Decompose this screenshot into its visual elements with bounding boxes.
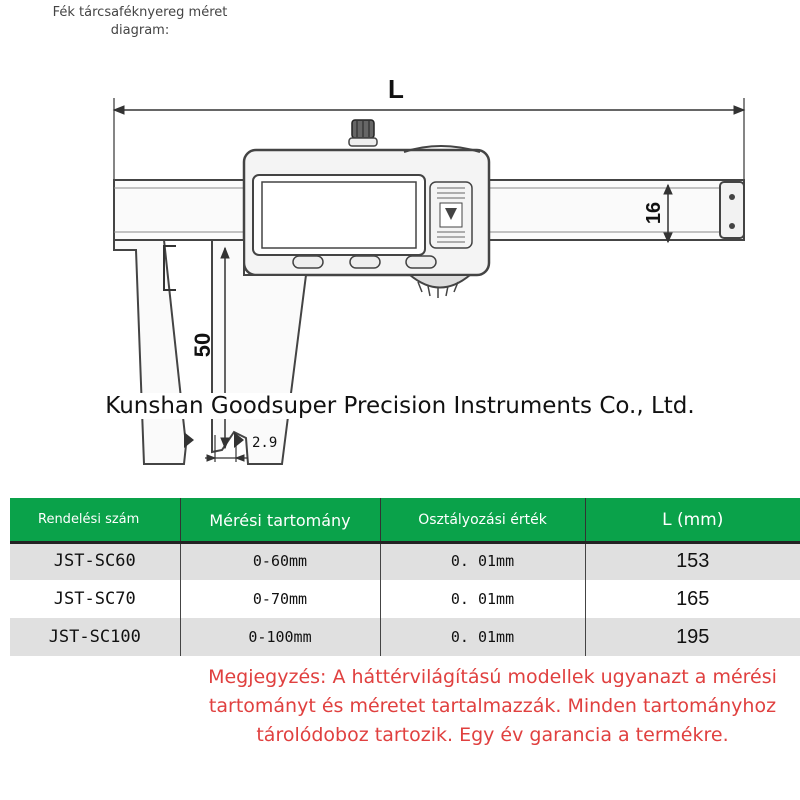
cell-model: JST-SC60 — [10, 542, 180, 580]
cell-model: JST-SC70 — [10, 580, 180, 618]
cell-range: 0-60mm — [180, 542, 380, 580]
cell-model: JST-SC100 — [10, 618, 180, 656]
table-row — [10, 618, 800, 656]
cell-length: 153 — [585, 542, 800, 580]
cell-range: 0-70mm — [180, 580, 380, 618]
spec-table — [10, 498, 800, 656]
cell-resolution: 0. 01mm — [380, 580, 585, 618]
header-measuring-range: Mérési tartomány — [180, 498, 380, 542]
header-order-number: Rendelési szám — [10, 498, 180, 542]
note-text: Megjegyzés: A háttérvilágítású modellek ugyanazt a mérési tartományt és méretet tartalmazzák. Minden tartományhoz tárolódoboz tartozik. Egy év garancia a termékre. — [208, 666, 777, 746]
company-name — [0, 393, 800, 419]
dimension-50-label: 50 — [190, 332, 215, 358]
table-divider — [10, 541, 800, 544]
company-name-text: Kunshan Goodsuper Precision Instruments Co., Ltd. — [105, 393, 695, 419]
diagram-caption: Fék tárcsaféknyereg méret diagram: — [52, 5, 228, 38]
dimension-l-label: L — [388, 74, 404, 104]
dimension-2-9-label: 2.9 — [252, 435, 278, 451]
header-resolution: Osztályozási érték — [380, 498, 585, 542]
fixed-jaw — [114, 240, 186, 464]
table-header-row — [10, 498, 800, 542]
cell-length: 195 — [585, 618, 800, 656]
table-row — [10, 580, 800, 618]
cell-resolution: 0. 01mm — [380, 618, 585, 656]
header-length: L (mm) — [585, 498, 800, 542]
dimension-16-label: 16 — [643, 201, 665, 225]
cell-resolution: 0. 01mm — [380, 542, 585, 580]
table-row — [10, 542, 800, 580]
cell-range: 0-100mm — [180, 618, 380, 656]
cell-length: 165 — [585, 580, 800, 618]
